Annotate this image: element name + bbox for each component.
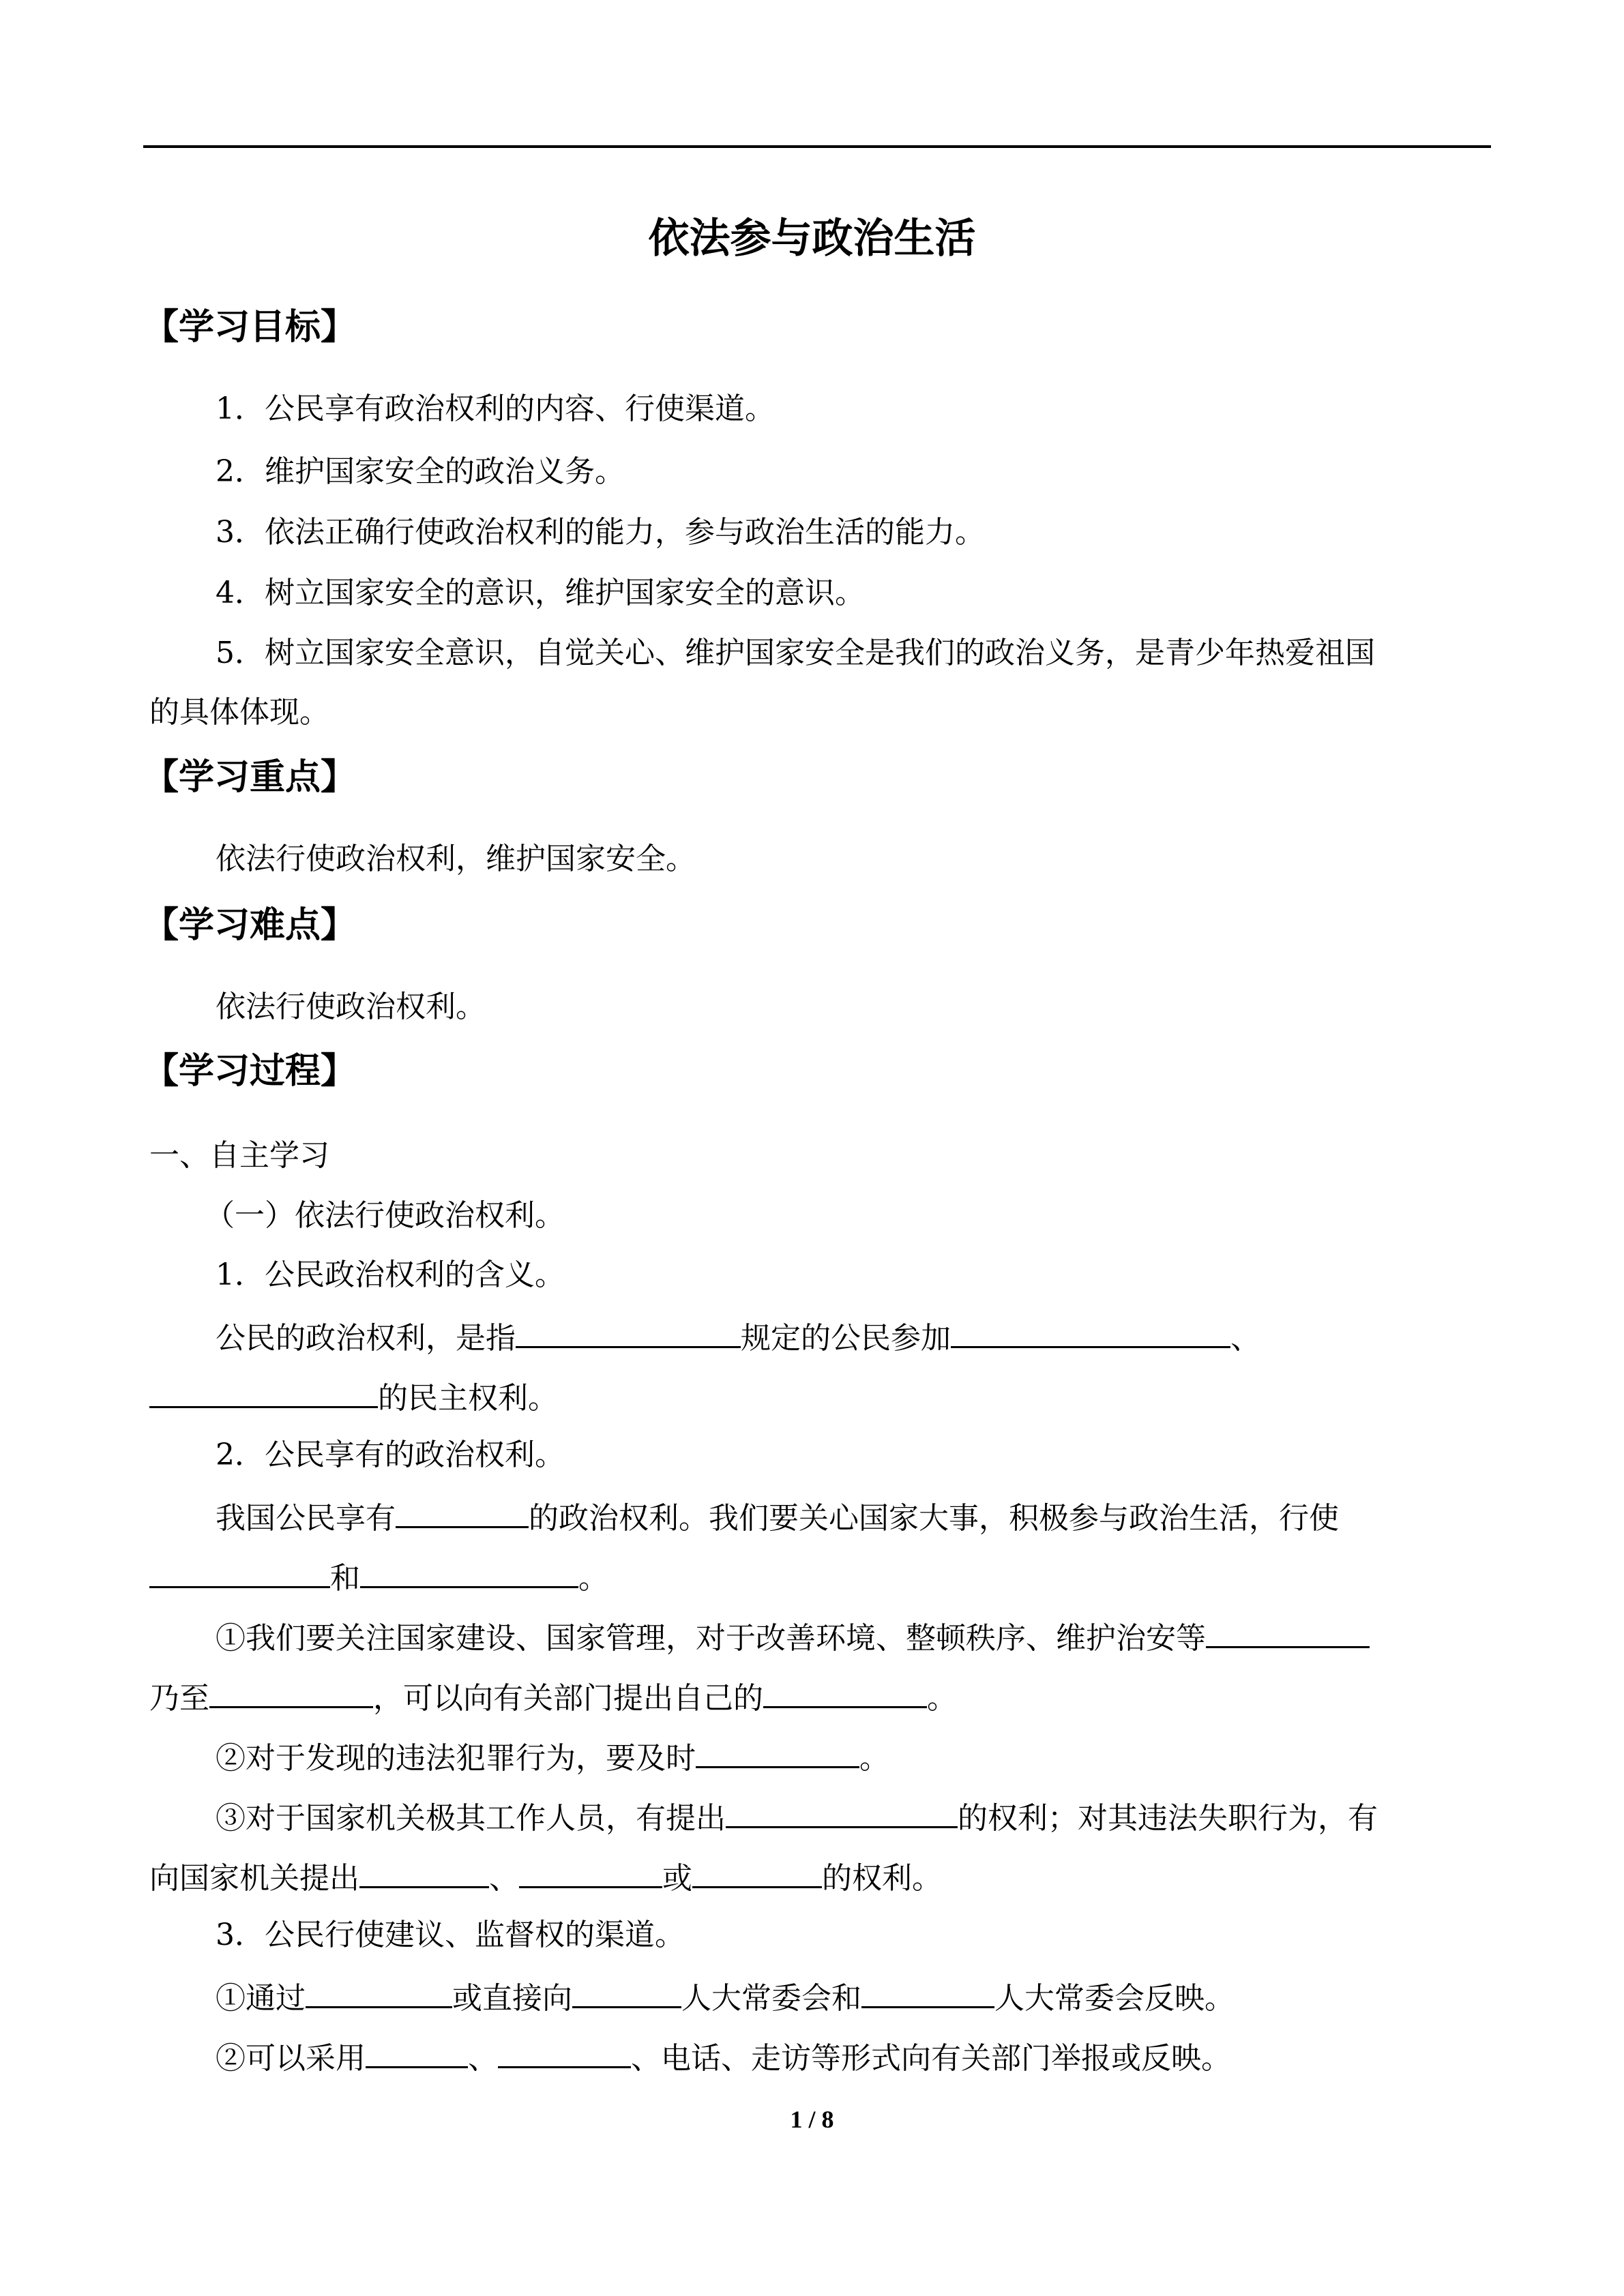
- text: 。: [578, 1561, 608, 1596]
- fill-line-1-cont: [149, 1375, 558, 1419]
- fill-line-2: [216, 1495, 1339, 1539]
- goal-5-cont: 的具体体现。: [149, 695, 329, 730]
- goal-4: 4．树立国家安全的意识，维护国家安全的意识。: [216, 576, 865, 610]
- fill-line-4: [216, 1735, 889, 1779]
- blank-field[interactable]: [861, 1975, 994, 2008]
- blank-field[interactable]: [149, 1375, 378, 1408]
- text: ②可以采用: [216, 2041, 366, 2076]
- text: 或: [662, 1861, 692, 1896]
- text: ①通过: [216, 1981, 306, 2016]
- goal-1: 1．公民享有政治权利的内容、行使渠道。: [216, 391, 775, 426]
- blank-field[interactable]: [360, 1555, 578, 1588]
- fill-line-1: [216, 1315, 1260, 1359]
- text: 人大常委会和: [681, 1981, 861, 2016]
- blank-field[interactable]: [359, 1855, 489, 1888]
- heading-process: 【学习过程】: [143, 1051, 357, 1092]
- text: 。: [927, 1681, 957, 1716]
- heading-goals: 【学习目标】: [143, 307, 357, 348]
- text: ，可以向有关部门提出自己的: [373, 1681, 763, 1716]
- subsection-1: （一）依法行使政治权利。: [205, 1198, 565, 1233]
- text: 的民主权利。: [378, 1381, 558, 1416]
- key-text: 依法行使政治权利，维护国家安全。: [216, 841, 696, 876]
- page-title: 依法参与政治生活: [648, 215, 976, 263]
- text: 向国家机关提出: [149, 1861, 359, 1896]
- blank-field[interactable]: [951, 1315, 1230, 1348]
- blank-field[interactable]: [692, 1855, 822, 1888]
- fill-line-6: [216, 1975, 1235, 2019]
- fill-line-2-cont: [149, 1555, 608, 1599]
- text: 规定的公民参加: [741, 1321, 951, 1356]
- item-3: 3．公民行使建议、监督权的渠道。: [216, 1918, 685, 1952]
- text: 人大常委会反映。: [994, 1981, 1235, 2016]
- item-2: 2．公民享有的政治权利。: [216, 1437, 565, 1472]
- text: 和: [330, 1561, 360, 1596]
- text: 乃至: [149, 1681, 209, 1716]
- text: 的政治权利。我们要关心国家大事，积极参与政治生活，行使: [529, 1501, 1339, 1536]
- goal-5: 5．树立国家安全意识，自觉关心、维护国家安全是我们的政治义务，是青少年热爱祖国: [216, 636, 1375, 670]
- blank-field[interactable]: [763, 1675, 927, 1708]
- text: 、电话、走访等形式向有关部门举报或反映。: [631, 2041, 1231, 2076]
- fill-line-7: [216, 2035, 1231, 2079]
- text: 我国公民享有: [216, 1501, 396, 1536]
- blank-field[interactable]: [696, 1735, 859, 1768]
- text: 的权利；对其违法失职行为，有: [958, 1801, 1378, 1836]
- blank-field[interactable]: [209, 1675, 373, 1708]
- text: 的权利。: [822, 1861, 942, 1896]
- difficult-text: 依法行使政治权利。: [216, 989, 486, 1024]
- text: 、: [489, 1861, 519, 1896]
- blank-field[interactable]: [516, 1315, 741, 1348]
- text: 或直接向: [452, 1981, 572, 2016]
- blank-field[interactable]: [366, 2035, 468, 2068]
- item-1: 1．公民政治权利的含义。: [216, 1257, 565, 1292]
- heading-difficult: 【学习难点】: [143, 905, 357, 946]
- blank-field[interactable]: [726, 1795, 958, 1828]
- heading-key: 【学习重点】: [143, 757, 357, 798]
- page-number: 1 / 8: [790, 2106, 834, 2133]
- fill-line-3-cont: [149, 1675, 957, 1719]
- fill-line-3: [216, 1615, 1370, 1659]
- blank-field[interactable]: [498, 2035, 631, 2068]
- fill-line-5-cont: [149, 1855, 942, 1899]
- text: 、: [1230, 1321, 1260, 1356]
- section-self-study: 一、自主学习: [149, 1138, 329, 1173]
- header-rule: [143, 145, 1491, 148]
- blank-field[interactable]: [519, 1855, 662, 1888]
- text: ②对于发现的违法犯罪行为，要及时: [216, 1741, 696, 1776]
- text: 、: [468, 2041, 498, 2076]
- blank-field[interactable]: [149, 1555, 330, 1588]
- goal-2: 2．维护国家安全的政治义务。: [216, 454, 625, 489]
- blank-field[interactable]: [396, 1495, 529, 1528]
- text: ③对于国家机关极其工作人员，有提出: [216, 1801, 726, 1836]
- text: 。: [859, 1741, 889, 1776]
- blank-field[interactable]: [306, 1975, 452, 2008]
- blank-field[interactable]: [572, 1975, 681, 2008]
- text: ①我们要关注国家建设、国家管理，对于改善环境、整顿秩序、维护治安等: [216, 1621, 1206, 1656]
- blank-field[interactable]: [1206, 1615, 1370, 1648]
- goal-3: 3．依法正确行使政治权利的能力，参与政治生活的能力。: [216, 515, 985, 550]
- text: 公民的政治权利，是指: [216, 1321, 516, 1356]
- fill-line-5: [216, 1795, 1378, 1839]
